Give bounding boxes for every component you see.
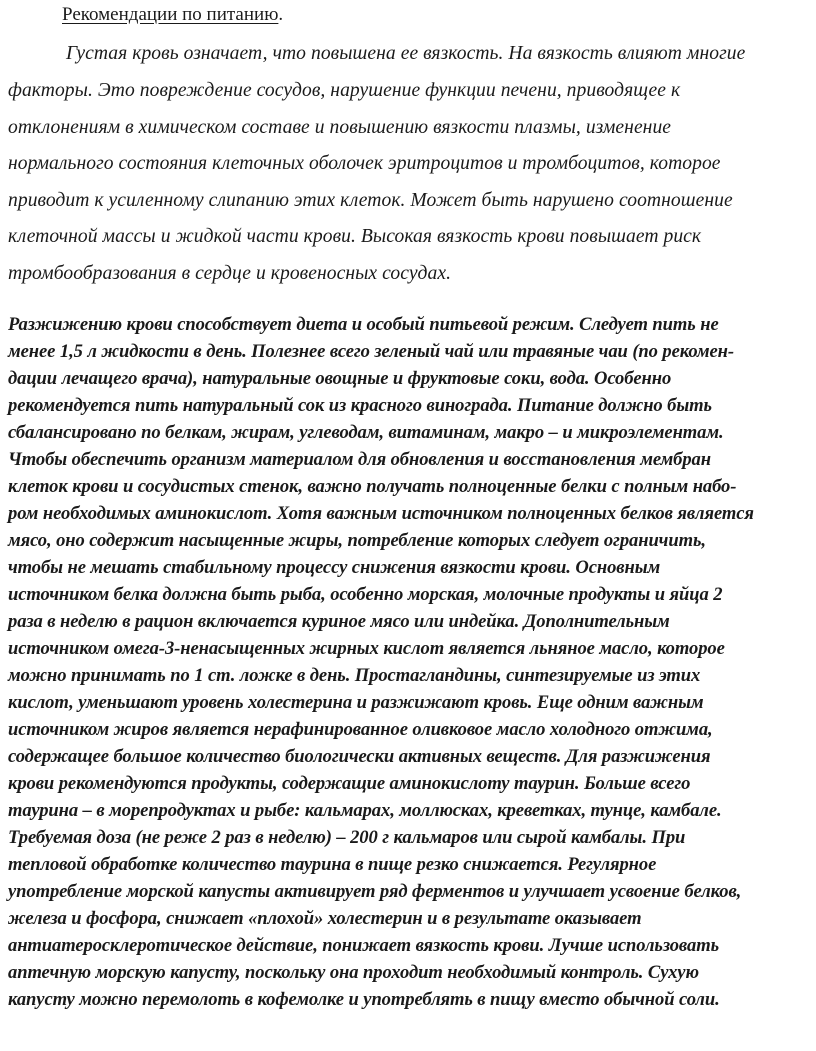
paragraph-line: менее 1,5 л жидкости в день. Полезнее всего зеленый чай или травяные чаи (по рекомен- bbox=[8, 341, 734, 362]
paragraph-line: приводит к усиленному слипанию этих клеток. Может быть нарушено соотношение bbox=[8, 190, 733, 211]
heading-period: . bbox=[278, 4, 284, 25]
paragraph-line: железа и фосфора, снижает «плохой» холестерин и в результате оказывает bbox=[8, 908, 642, 929]
paragraph-line: содержащее большое количество биологически активных веществ. Для разжижения bbox=[8, 746, 711, 767]
paragraph-line: ром необходимых аминокислот. Хотя важным источником полноценных белков является bbox=[8, 503, 754, 524]
paragraph-line: крови рекомендуются продукты, содержащие аминокислоту таурин. Больше всего bbox=[8, 773, 691, 794]
paragraph-line: тепловой обработке количество таурина в пище резко снижается. Регулярное bbox=[8, 854, 657, 875]
paragraph-line: употребление морской капусты активирует ряд ферментов и улучшает усвоение белков, bbox=[8, 881, 742, 902]
paragraph-line: чтобы не мешать стабильному процессу снижения вязкости крови. Основным bbox=[8, 557, 661, 578]
section-heading bbox=[62, 4, 283, 26]
paragraph-line: дации лечащего врача), натуральные овощные и фруктовые соки, вода. Особенно bbox=[8, 368, 672, 389]
paragraph-line: можно принимать по 1 ст. ложке в день. Простагландины, синтезируемые из этих bbox=[8, 665, 701, 686]
paragraph-line: рекомендуется пить натуральный сок из красного винограда. Питание должно быть bbox=[8, 395, 712, 416]
paragraph-line: антиатеросклеротическое действие, понижает вязкость крови. Лучше использовать bbox=[8, 935, 719, 956]
paragraph-line: Густая кровь означает, что повышена ее вязкость. На вязкость влияют многие bbox=[66, 43, 746, 64]
paragraph-line: тромбообразования в сердце и кровеносных сосудах. bbox=[8, 263, 452, 284]
paragraph-line: факторы. Это повреждение сосудов, нарушение функции печени, приводящее к bbox=[8, 80, 681, 101]
paragraph-line: сбалансировано по белкам, жирам, углеводам, витаминам, макро – и микроэлементам. bbox=[8, 422, 724, 443]
paragraph-line: источником омега-3-ненасыщенных жирных кислот является льняное масло, которое bbox=[8, 638, 725, 659]
paragraph-line: отклонениям в химическом составе и повышению вязкости плазмы, изменение bbox=[8, 117, 672, 138]
paragraph-line: клеточной массы и жидкой части крови. Высокая вязкость крови повышает риск bbox=[8, 226, 702, 247]
paragraph-line: кислот, уменьшают уровень холестерина и разжижают кровь. Еще одним важным bbox=[8, 692, 704, 713]
paragraph-line: Требуемая доза (не реже 2 раз в неделю) – 200 г кальмаров или сырой камбалы. При bbox=[8, 827, 686, 848]
paragraph-line: клеток крови и сосудистых стенок, важно получать полноценные белки с полным набо- bbox=[8, 476, 737, 497]
paragraph-line: мясо, оно содержит насыщенные жиры, потребление которых следует ограничить, bbox=[8, 530, 706, 551]
paragraph-line: Чтобы обеспечить организм материалом для обновления и восстановления мембран bbox=[8, 449, 711, 470]
paragraph-line: Разжижению крови способствует диета и особый питьевой режим. Следует пить не bbox=[8, 314, 719, 335]
heading-title: Рекомендации по питанию bbox=[62, 4, 279, 25]
paragraph-line: капусту можно перемолоть в кофемолке и употреблять в пищу вместо обычной соли. bbox=[8, 989, 720, 1010]
paragraph-line: нормального состояния клеточных оболочек эритроцитов и тромбоцитов, которое bbox=[8, 153, 721, 174]
paragraph-line: источником белка должна быть рыба, особенно морская, молочные продукты и яйца 2 bbox=[8, 584, 723, 605]
paragraph-line: аптечную морскую капусту, поскольку она проходит необходимый контроль. Сухую bbox=[8, 962, 699, 983]
paragraph-line: источником жиров является нерафинированное оливковое масло холодного отжима, bbox=[8, 719, 713, 740]
paragraph-line: таурина – в морепродуктах и рыбе: кальмарах, моллюсках, креветках, тунце, камбале. bbox=[8, 800, 722, 821]
paragraph-line: раза в неделю в рацион включается куриное мясо или индейка. Дополнительным bbox=[8, 611, 670, 632]
